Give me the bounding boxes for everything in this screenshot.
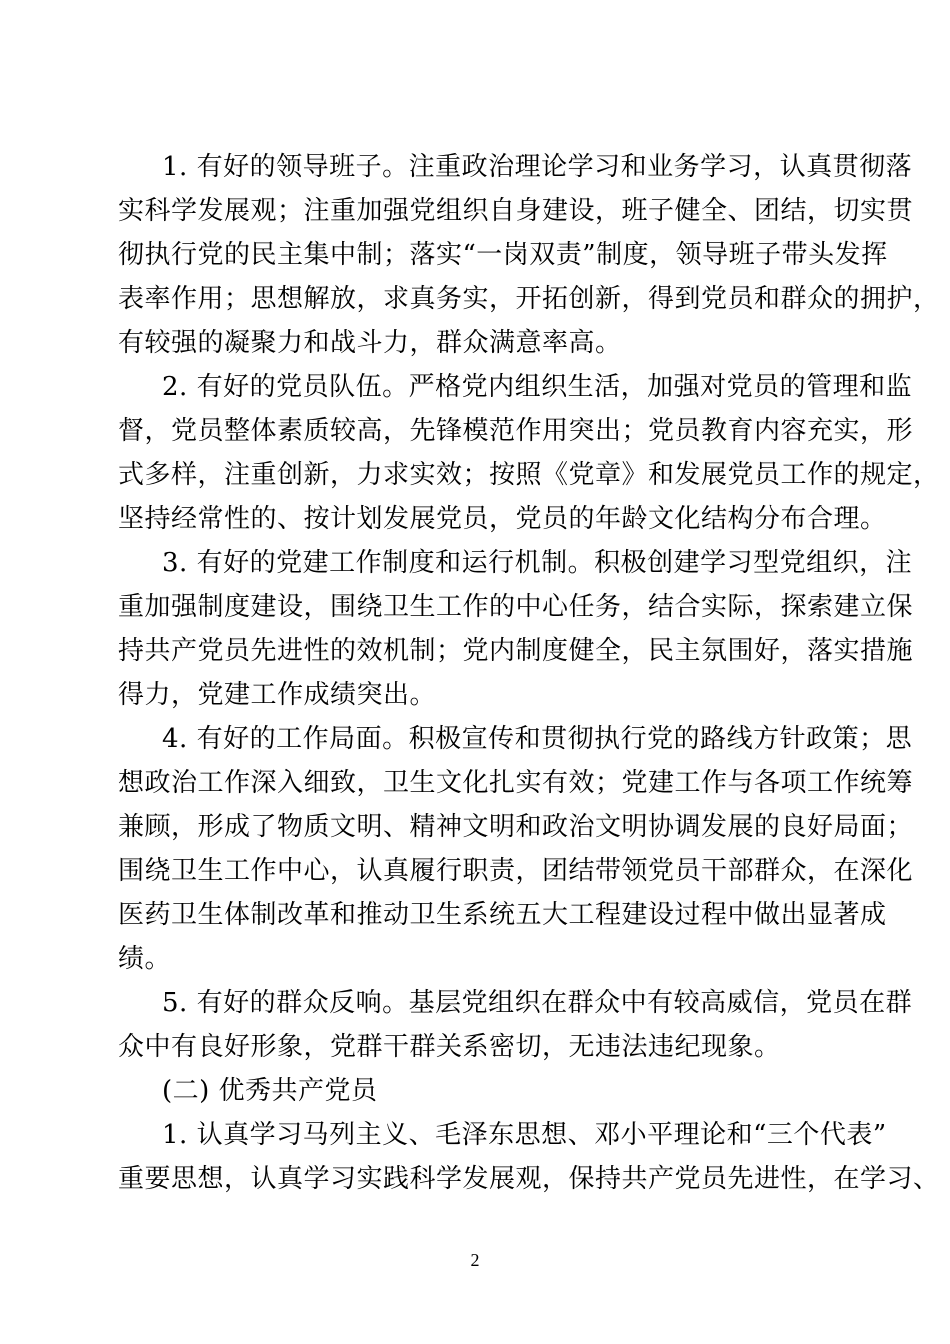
item1-line-2: 实科学发展观；注重加强党组织自身建设，班子健全、团结，切实贯: [118, 196, 914, 226]
item3-line-3: 持共产党员先进性的效机制；党内制度健全，民主氛围好，落实措施: [118, 636, 914, 666]
item4-line-2: 想政治工作深入细致，卫生文化扎实有效；党建工作与各项工作统筹: [118, 768, 914, 798]
page-number: 2: [470, 1250, 480, 1270]
item2-line-3: 式多样，注重创新，力求实效；按照《党章》和发展党员工作的规定，: [118, 460, 940, 490]
item4-line-3: 兼顾，形成了物质文明、精神文明和政治文明协调发展的良好局面；: [118, 812, 914, 842]
item4-line-5: 医药卫生体制改革和推动卫生系统五大工程建设过程中做出显著成: [118, 900, 887, 930]
item1-line-5: 有较强的凝聚力和战斗力，群众满意率高。: [118, 328, 622, 358]
item2-line-1: 2. 有好的党员队伍。严格党内组织生活，加强对党员的管理和监: [162, 372, 913, 402]
item3-line-2: 重加强制度建设，围绕卫生工作的中心任务，结合实际，探索建立保: [118, 592, 914, 622]
item3-line-4: 得力，党建工作成绩突出。: [118, 680, 437, 710]
item1-line-1: 1. 有好的领导班子。注重政治理论学习和业务学习，认真贯彻落: [162, 152, 913, 182]
item2-line-4: 坚持经常性的、按计划发展党员，党员的年龄文化结构分布合理。: [118, 504, 887, 534]
member-item1-line-2: 重要思想，认真学习实践科学发展观，保持共产党员先进性，在学习、: [118, 1164, 940, 1194]
item5-line-1: 5. 有好的群众反响。基层党组织在群众中有较高威信，党员在群: [162, 988, 913, 1018]
section-heading: (二) 优秀共产党员: [162, 1076, 378, 1106]
item4-line-1: 4. 有好的工作局面。积极宣传和贯彻执行党的路线方针政策；思: [162, 724, 913, 754]
item2-line-2: 督，党员整体素质较高，先锋模范作用突出；党员教育内容充实，形: [118, 416, 914, 446]
member-item1-line-1: 1. 认真学习马列主义、毛泽东思想、邓小平理论和“三个代表”: [162, 1120, 887, 1150]
item1-line-4: 表率作用；思想解放，求真务实，开拓创新，得到党员和群众的拥护，: [118, 284, 940, 314]
item4-line-4: 围绕卫生工作中心，认真履行职责，团结带领党员干部群众，在深化: [118, 856, 914, 886]
item3-line-1: 3. 有好的党建工作制度和运行机制。积极创建学习型党组织，注: [162, 548, 913, 578]
item5-line-2: 众中有良好形象，党群干群关系密切，无违法违纪现象。: [118, 1032, 781, 1062]
item4-line-6: 绩。: [118, 944, 172, 974]
item1-line-3: 彻执行党的民主集中制；落实“一岗双责”制度，领导班子带头发挥: [118, 240, 888, 270]
